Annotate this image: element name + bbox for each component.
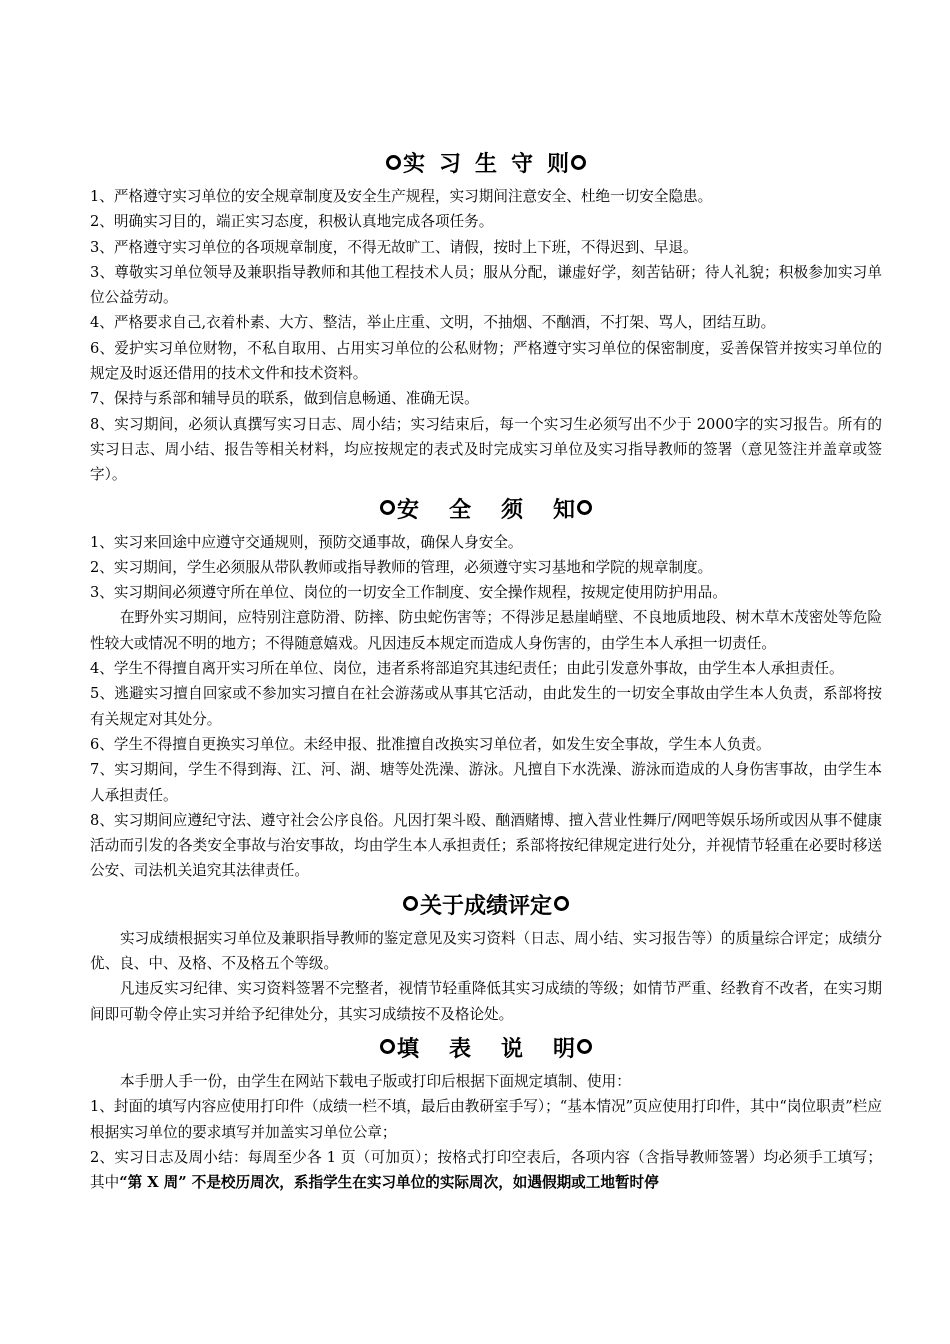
instruction-text: 2、实习日志及周小结：每周至少各 1 页（可加页）；按格式打印空表后，各项内容（含指导教师签署）均必须手工填写；其中 — [90, 1148, 882, 1192]
ring-icon — [380, 1039, 395, 1054]
safety-item: 在野外实习期间，应特别注意防滑、防摔、防虫蛇伤害等；不得涉足悬崖峭壁、不良地质地段、树木草木茂密处等危险性较大或情况不明的地方；不得随意嬉戏。凡因违反本规定而造成人身伤害的，由学生本人承担一切责任。 — [90, 609, 882, 652]
section-title-text: 安全须知 — [396, 496, 605, 523]
safety-item: 2、实习期间，学生必须服从带队教师或指导教师的管理，必须遵守实习基地和学院的规章制度。 — [90, 558, 713, 576]
document-content — [90, 148, 882, 1195]
safety-item: 4、学生不得擅自离开实习所在单位、岗位，违者系将部追究其违纪责任；由此引发意外事故，由学生本人承担责任。 — [90, 660, 844, 678]
rule-item: 3、严格遵守实习单位的各项规章制度，不得无故旷工、请假，按时上下班，不得迟到、早退。 — [90, 238, 698, 256]
ring-icon — [554, 896, 569, 911]
ring-icon — [386, 155, 401, 170]
section-title-instructions — [90, 1033, 882, 1063]
ring-icon — [380, 500, 395, 515]
safety-item: 5、逃避实习擅自回家或不参加实习擅自在社会游荡或从事其它活动，由此发生的一切安全事故由学生本人负责，系部将按有关规定对其处分。 — [90, 685, 882, 728]
rule-item: 2、明确实习目的，端正实习态度，积极认真地完成各项任务。 — [90, 213, 494, 231]
rule-item: 4、严格要求自己,衣着朴素、大方、整洁，举止庄重、文明，不抽烟、不酗酒，不打架、骂人，团结互助。 — [90, 314, 776, 332]
grading-paragraph: 凡违反实习纪律、实习资料签署不完整者，视情节轻重降低其实习成绩的等级；如情节严重、经教育不改者，在实习期间即可勒令停止实习并给予纪律处分，其实习成绩按不及格论处。 — [90, 980, 882, 1023]
section-title-text: 填表说明 — [396, 1035, 605, 1062]
ring-icon — [571, 155, 586, 170]
instruction-item: 1、封面的填写内容应使用打印件（成绩一栏不填，最后由教研室手写）；“基本情况”页应使用打印件，其中“岗位职责”栏应根据实习单位的要求填写并加盖实习单位公章； — [90, 1098, 882, 1141]
safety-item: 3、实习期间必须遵守所在单位、岗位的一切安全工作制度、安全操作规程，按规定使用防护用品。 — [90, 584, 727, 602]
instruction-item — [90, 1145, 882, 1196]
rule-item: 3、尊敬实习单位领导及兼职指导教师和其他工程技术人员；服从分配，谦虚好学，刻苦钻研；待人礼貌；积极参加实习单位公益劳动。 — [90, 263, 882, 307]
safety-item: 6、学生不得擅自更换实习单位。未经申报、批准擅自改换实习单位者，如发生安全事故，学生本人负责。 — [90, 735, 771, 753]
grading-paragraph: 实习成绩根据实习单位及兼职指导教师的鉴定意见及实习资料（日志、周小结、实习报告等）的质量综合评定；成绩分优、良、中、及格、不及格五个等级。 — [90, 929, 882, 973]
rule-item: 8、实习期间，必须认真撰写实习日志、周小结；实习结束后，每一个实习生必须写出不少于 2000字的实习报告。所有的实习日志、周小结、报告等相关材料，均应按规定的表式及时完成实习单位及实习指导教师的签署（意见签注并盖章或签字）。 — [90, 415, 882, 484]
rule-item: 7、保持与系部和辅导员的联系，做到信息畅通、准确无误。 — [90, 390, 479, 408]
section-title-grading — [90, 890, 882, 920]
instruction-item: 本手册人手一份，由学生在网站下载电子版或打印后根据下面规定填制、使用： — [120, 1072, 631, 1090]
safety-item: 7、实习期间，学生不得到海、江、河、湖、塘等处洗澡、游泳。凡擅自下水洗澡、游泳而造成的人身伤害事故，由学生本人承担责任。 — [90, 761, 882, 804]
section-title-rules — [90, 148, 882, 178]
section-title-text: 实习生守则 — [402, 151, 583, 177]
safety-item: 8、实习期间应遵纪守法、遵守社会公序良俗。凡因打架斗殴、酗酒赌博、擅入营业性舞厅/网吧等娱乐场所或因从事不健康活动而引发的各类安全事故与治安事故，均由学生本人承担责任；系部将按纪律规定进行处分，并视情节轻重在必要时移送公安、司法机关追究其法律责任。 — [90, 811, 882, 880]
ring-icon — [403, 896, 418, 911]
instruction-emphasis: “第 X 周” 不是校历周次，系指学生在实习单位的实际周次，如遇假期或工地暂时停 — [119, 1174, 659, 1192]
ring-icon — [577, 500, 592, 515]
section-title-safety — [90, 494, 882, 524]
safety-item: 1、实习来回途中应遵守交通规则，预防交通事故，确保人身安全。 — [90, 533, 523, 551]
rule-item: 6、爱护实习单位财物，不私自取用、占用实习单位的公私财物；严格遵守实习单位的保密制度，妥善保管并按实习单位的规定及时返还借用的技术文件和技术资料。 — [90, 339, 882, 383]
section-title-text: 关于成绩评定 — [419, 892, 552, 919]
rule-item: 1、严格遵守实习单位的安全规章制度及安全生产规程，实习期间注意安全、杜绝一切安全隐患。 — [90, 188, 713, 205]
